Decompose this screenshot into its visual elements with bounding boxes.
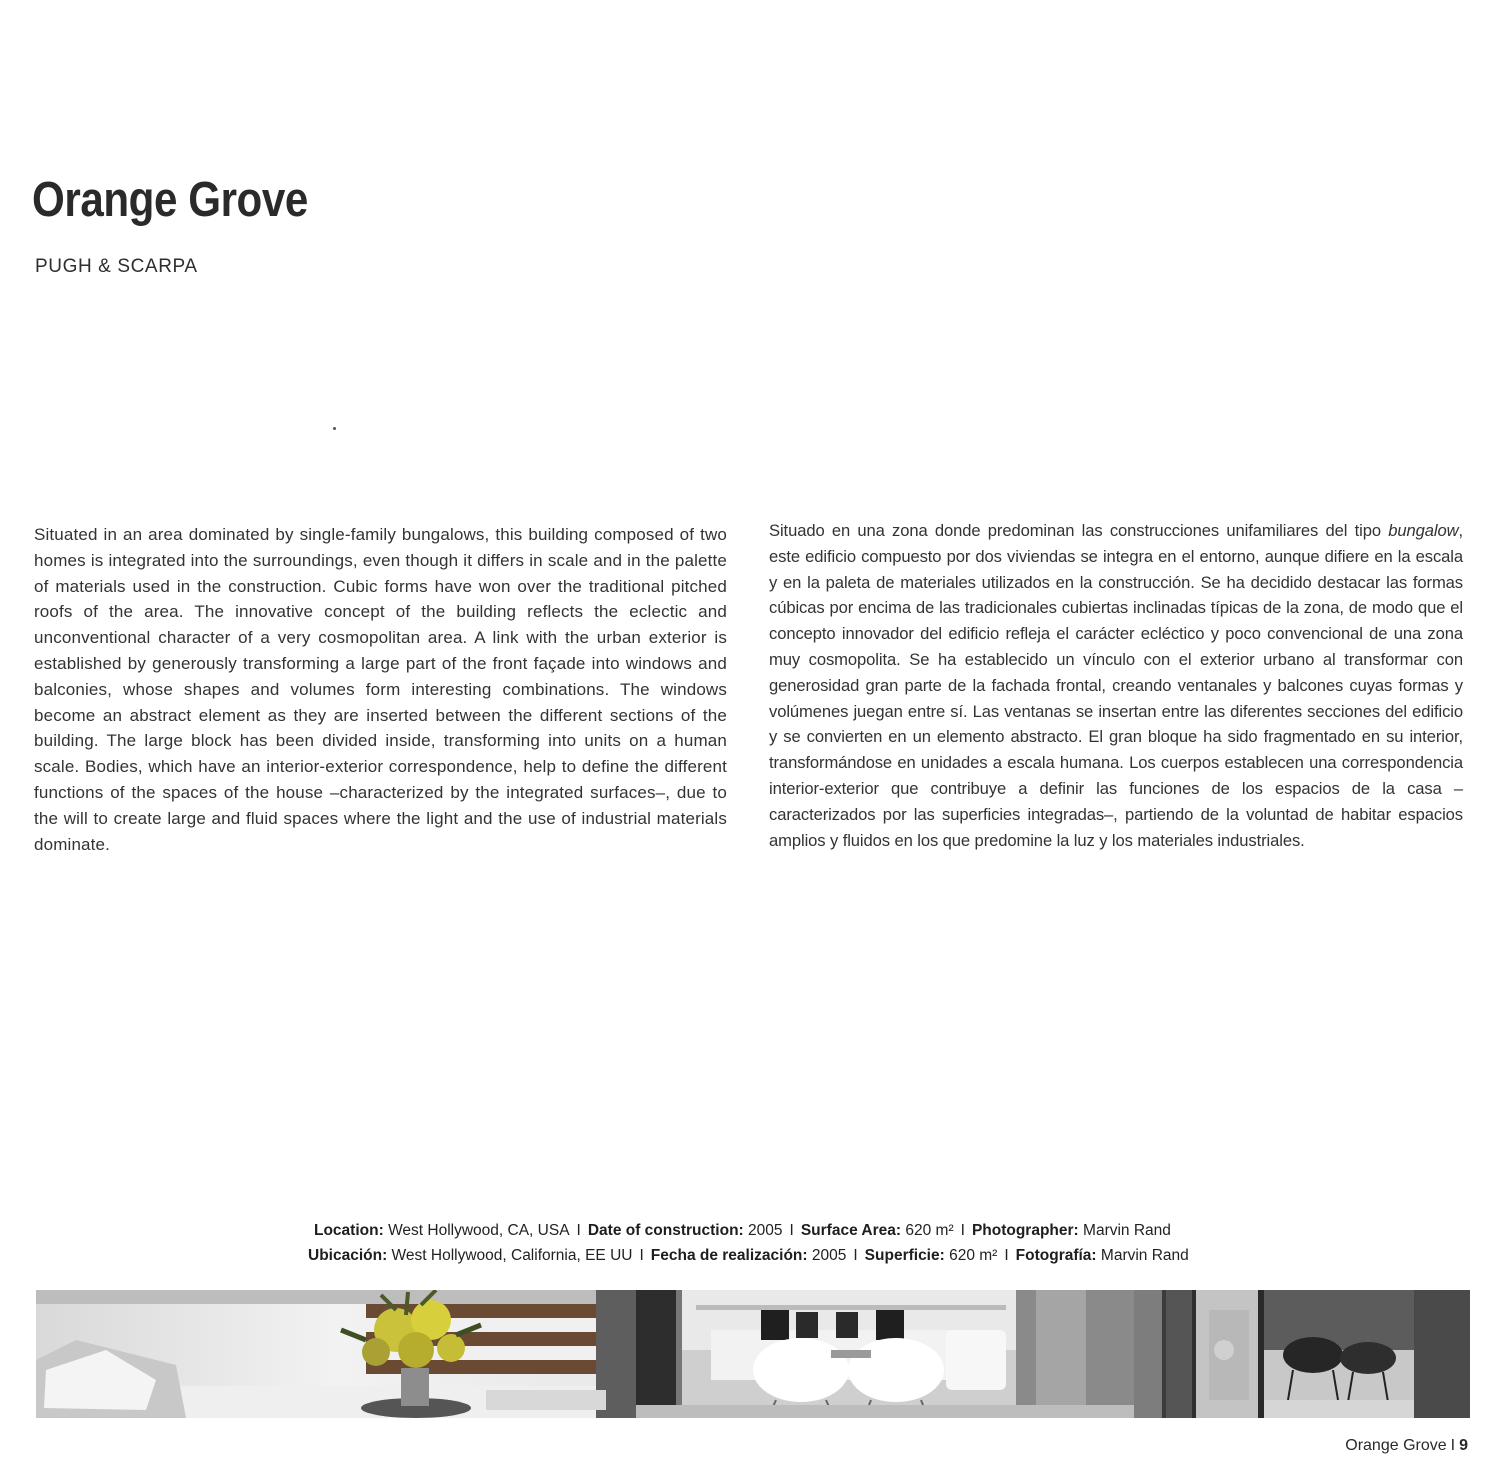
folio-separator: I — [1450, 1437, 1456, 1454]
ubicacion-label: Ubicación: — [308, 1247, 388, 1264]
photo-patio-chairs — [1258, 1290, 1470, 1418]
location-label: Location: — [314, 1222, 384, 1239]
photo-strip — [36, 1290, 1470, 1418]
credit-separator: I — [639, 1247, 644, 1264]
architect-name: PUGH & SCARPA — [35, 256, 198, 277]
credit-separator: I — [960, 1222, 965, 1239]
area-label: Surface Area: — [800, 1222, 902, 1239]
spanish-text-lead: Situado en una zona donde predominan las construcciones unifamiliares del tipo — [769, 521, 1389, 540]
credit-separator: I — [789, 1222, 794, 1239]
date-label: Date of construction: — [587, 1222, 744, 1239]
location-value: West Hollywood, CA, USA — [388, 1222, 570, 1239]
credit-separator: I — [576, 1222, 581, 1239]
english-description: Situated in an area dominated by single-family bungalows, this building composed of two homes is integrated into the surroundings, even though it differs in scale and in the palette of materials used in the construction. Cubic forms have won over the traditional pitched roofs of the area. The innovative concept of the building reflects the eclectic and unconventional character of a very cosmopolitan area. A link with the urban exterior is established by generously transforming a large part of the front façade into windows and balconies, whose shapes and volumes form interesting combinations. The windows become an abstract element as they are inserted between the different sections of the building. The large block has been divided inside, transforming into units on a human scale. Bodies, which have an interior-exterior correspondence, help to define the different functions of the spaces of the house –characterized by the integrated surfaces–, due to the will to create large and fluid spaces where the light and the use of industrial materials dominate. — [34, 525, 727, 854]
photo-living-room-chairs — [636, 1290, 1134, 1418]
superficie-value: 620 m² — [949, 1247, 998, 1264]
photo-interior-flowers — [36, 1290, 636, 1418]
date-value: 2005 — [748, 1222, 783, 1239]
photo-concrete-wall — [1134, 1290, 1258, 1418]
photographer-value: Marvin Rand — [1083, 1222, 1171, 1239]
fotografia-label: Fotografía: — [1015, 1247, 1097, 1264]
superficie-label: Superficie: — [864, 1247, 945, 1264]
project-title: Orange Grove — [32, 173, 308, 227]
credit-separator: I — [1004, 1247, 1009, 1264]
spanish-description — [769, 518, 1463, 853]
area-value: 620 m² — [905, 1222, 954, 1239]
page-number: 9 — [1459, 1437, 1468, 1454]
credits-english — [314, 1218, 1171, 1243]
print-speck — [333, 427, 336, 430]
spanish-italic-term: bungalow — [1388, 521, 1459, 540]
credit-separator: I — [853, 1247, 858, 1264]
ubicacion-value: West Hollywood, California, EE UU — [391, 1247, 633, 1264]
spanish-text-rest: , este edificio compuesto por dos viviendas se integra en el entorno, aunque difiere en la escala y en la paleta de materiales utilizados en la construcción. Se ha decidido destacar las formas cúbicas por encima de las tradicionales cubiertas inclinadas típicas de la zona, de modo que el concepto innovador del edificio refleja el carácter ecléctico y poco convencional de una zona muy cosmopolita. Se ha establecido un vínculo con el exterior urbano al transformar con generosidad gran parte de la fachada frontal, creando ventanales y balcones cuyas formas y volúmenes juegan entre sí. Las ventanas se insertan entre las diferentes secciones del edificio y se convierten en un elemento abstracto. El gran bloque ha sido fragmentado en su interior, transformándose en unidades a escala humana. Los cuerpos establecen una correspondencia interior-exterior que contribuye a definir las funciones de los espacios de la casa –caracterizados por las superficies integradas–, partiendo de la voluntad de habitar espacios amplios y fluidos en los que predomine la luz y los materiales industriales. — [769, 521, 1463, 850]
credits-spanish — [308, 1243, 1189, 1268]
fecha-label: Fecha de realización: — [650, 1247, 808, 1264]
photographer-label: Photographer: — [971, 1222, 1079, 1239]
fotografia-value: Marvin Rand — [1100, 1247, 1189, 1264]
fecha-value: 2005 — [811, 1247, 847, 1264]
page-folio — [1345, 1437, 1468, 1455]
running-title: Orange Grove — [1345, 1437, 1447, 1454]
